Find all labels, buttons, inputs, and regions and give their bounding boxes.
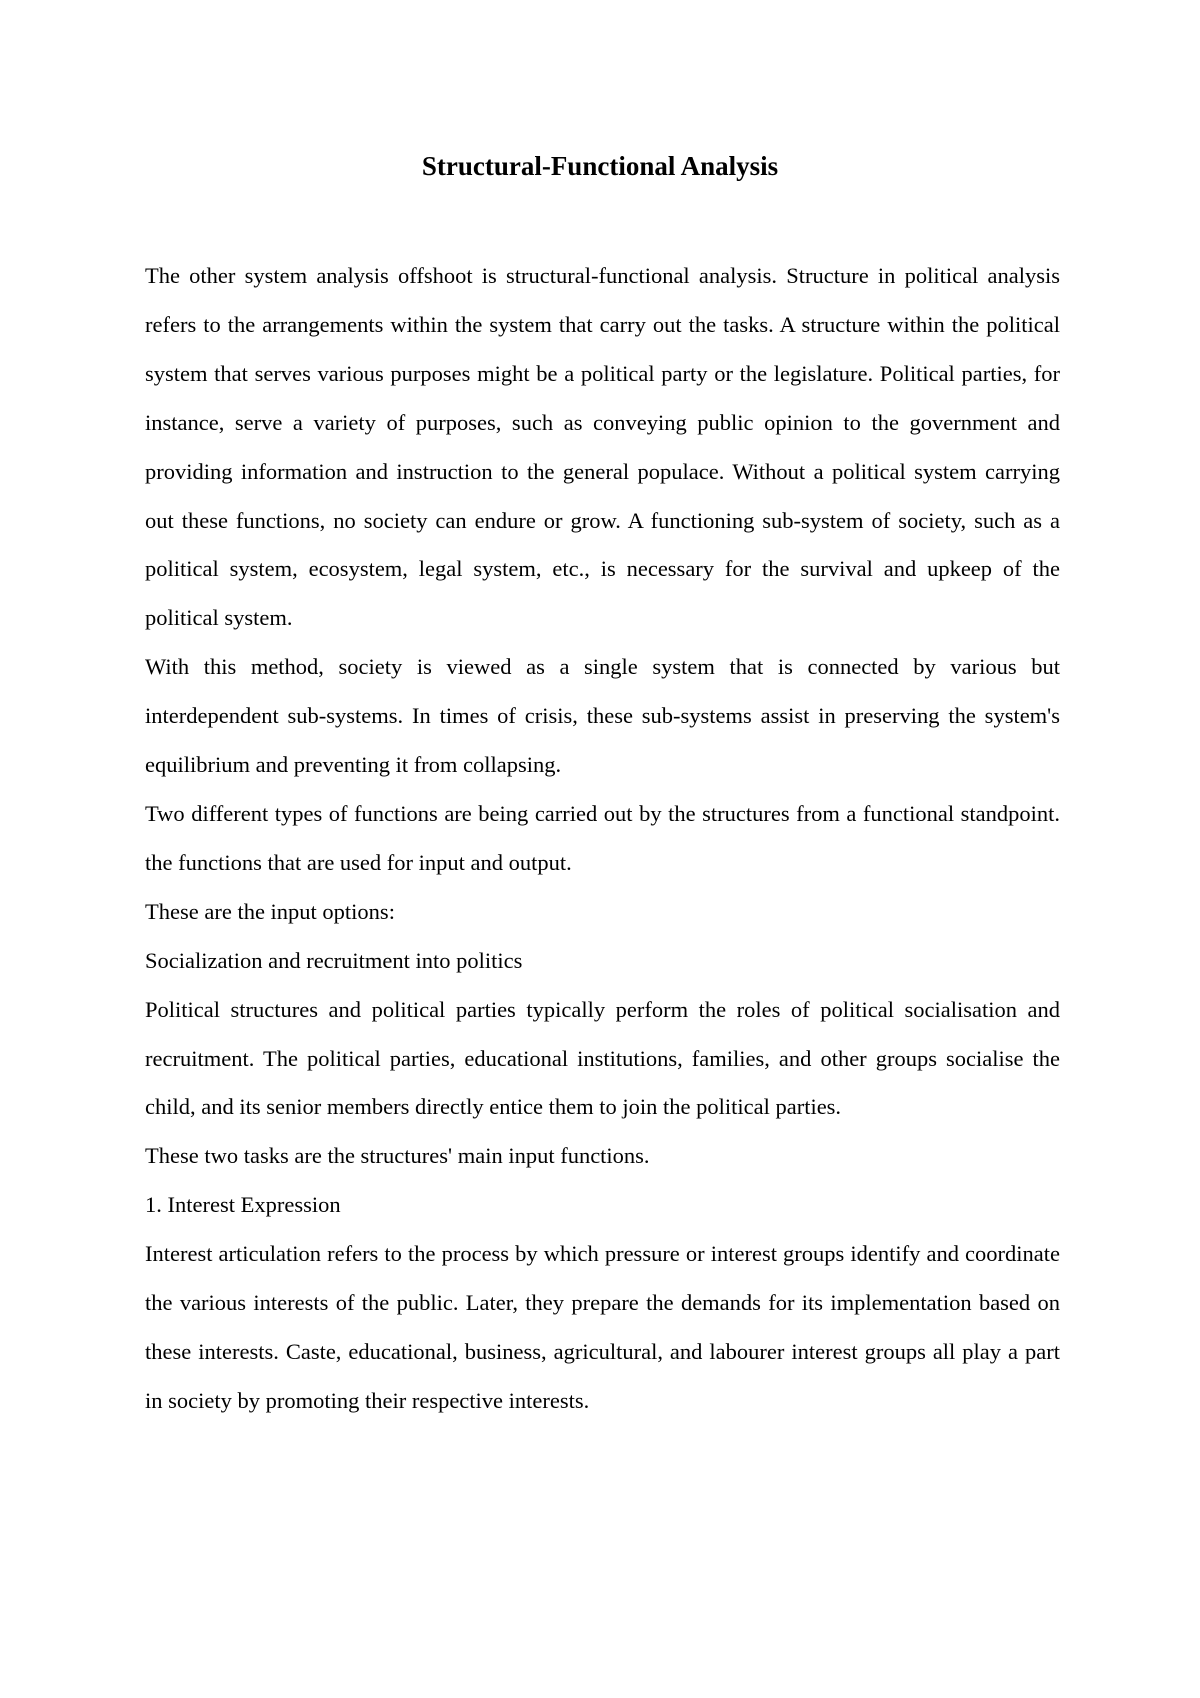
paragraph-society-as-system: With this method, society is viewed as a single system that is connected by various but interdependent sub-systems. In times of crisis, these sub-systems assist in preserving the system's equilibrium and preventing it from collapsing. <box>145 654 1060 778</box>
document-body <box>145 252 1060 1426</box>
paragraph-main-input-functions: These two tasks are the structures' main input functions. <box>145 1143 650 1169</box>
paragraph-function-types: Two different types of functions are being carried out by the structures from a functional standpoint. the functions that are used for input and output. <box>145 800 1060 875</box>
subheading-interest-expression: 1. Interest Expression <box>145 1192 341 1218</box>
document-title: Structural-Functional Analysis <box>421 151 779 181</box>
paragraph-structure-definition: The other system analysis offshoot is structural-functional analysis. Structure in political analysis refers to the arrangements within the system that carry out the tasks. A structure within the political system that serves various purposes might be a political party or the legislature. Political parties, for instance, serve a variety of purposes, such as conveying public opinion to the government and providing information and instruction to the general populace. Without a political system carrying out these functions, no society can endure or grow. A functioning sub-system of society, such as a political system, ecosystem, legal system, etc., is necessary for the survival and upkeep of the political system. <box>145 263 1060 631</box>
paragraph-interest-articulation: Interest articulation refers to the process by which pressure or interest groups identify and coordinate the various interests of the public. Later, they prepare the demands for its implementation based on these interests. Caste, educational, business, agricultural, and labourer interest groups all play a part in society by promoting their respective interests. <box>145 1241 1060 1413</box>
paragraph-input-options: These are the input options: <box>145 898 395 924</box>
paragraph-socialization-recruitment: Political structures and political parties typically perform the roles of political socialisation and recruitment. The political parties, educational institutions, families, and other groups socialise the child, and its senior members directly entice them to join the political parties. <box>145 996 1060 1120</box>
subheading-socialization: Socialization and recruitment into politics <box>145 947 523 973</box>
